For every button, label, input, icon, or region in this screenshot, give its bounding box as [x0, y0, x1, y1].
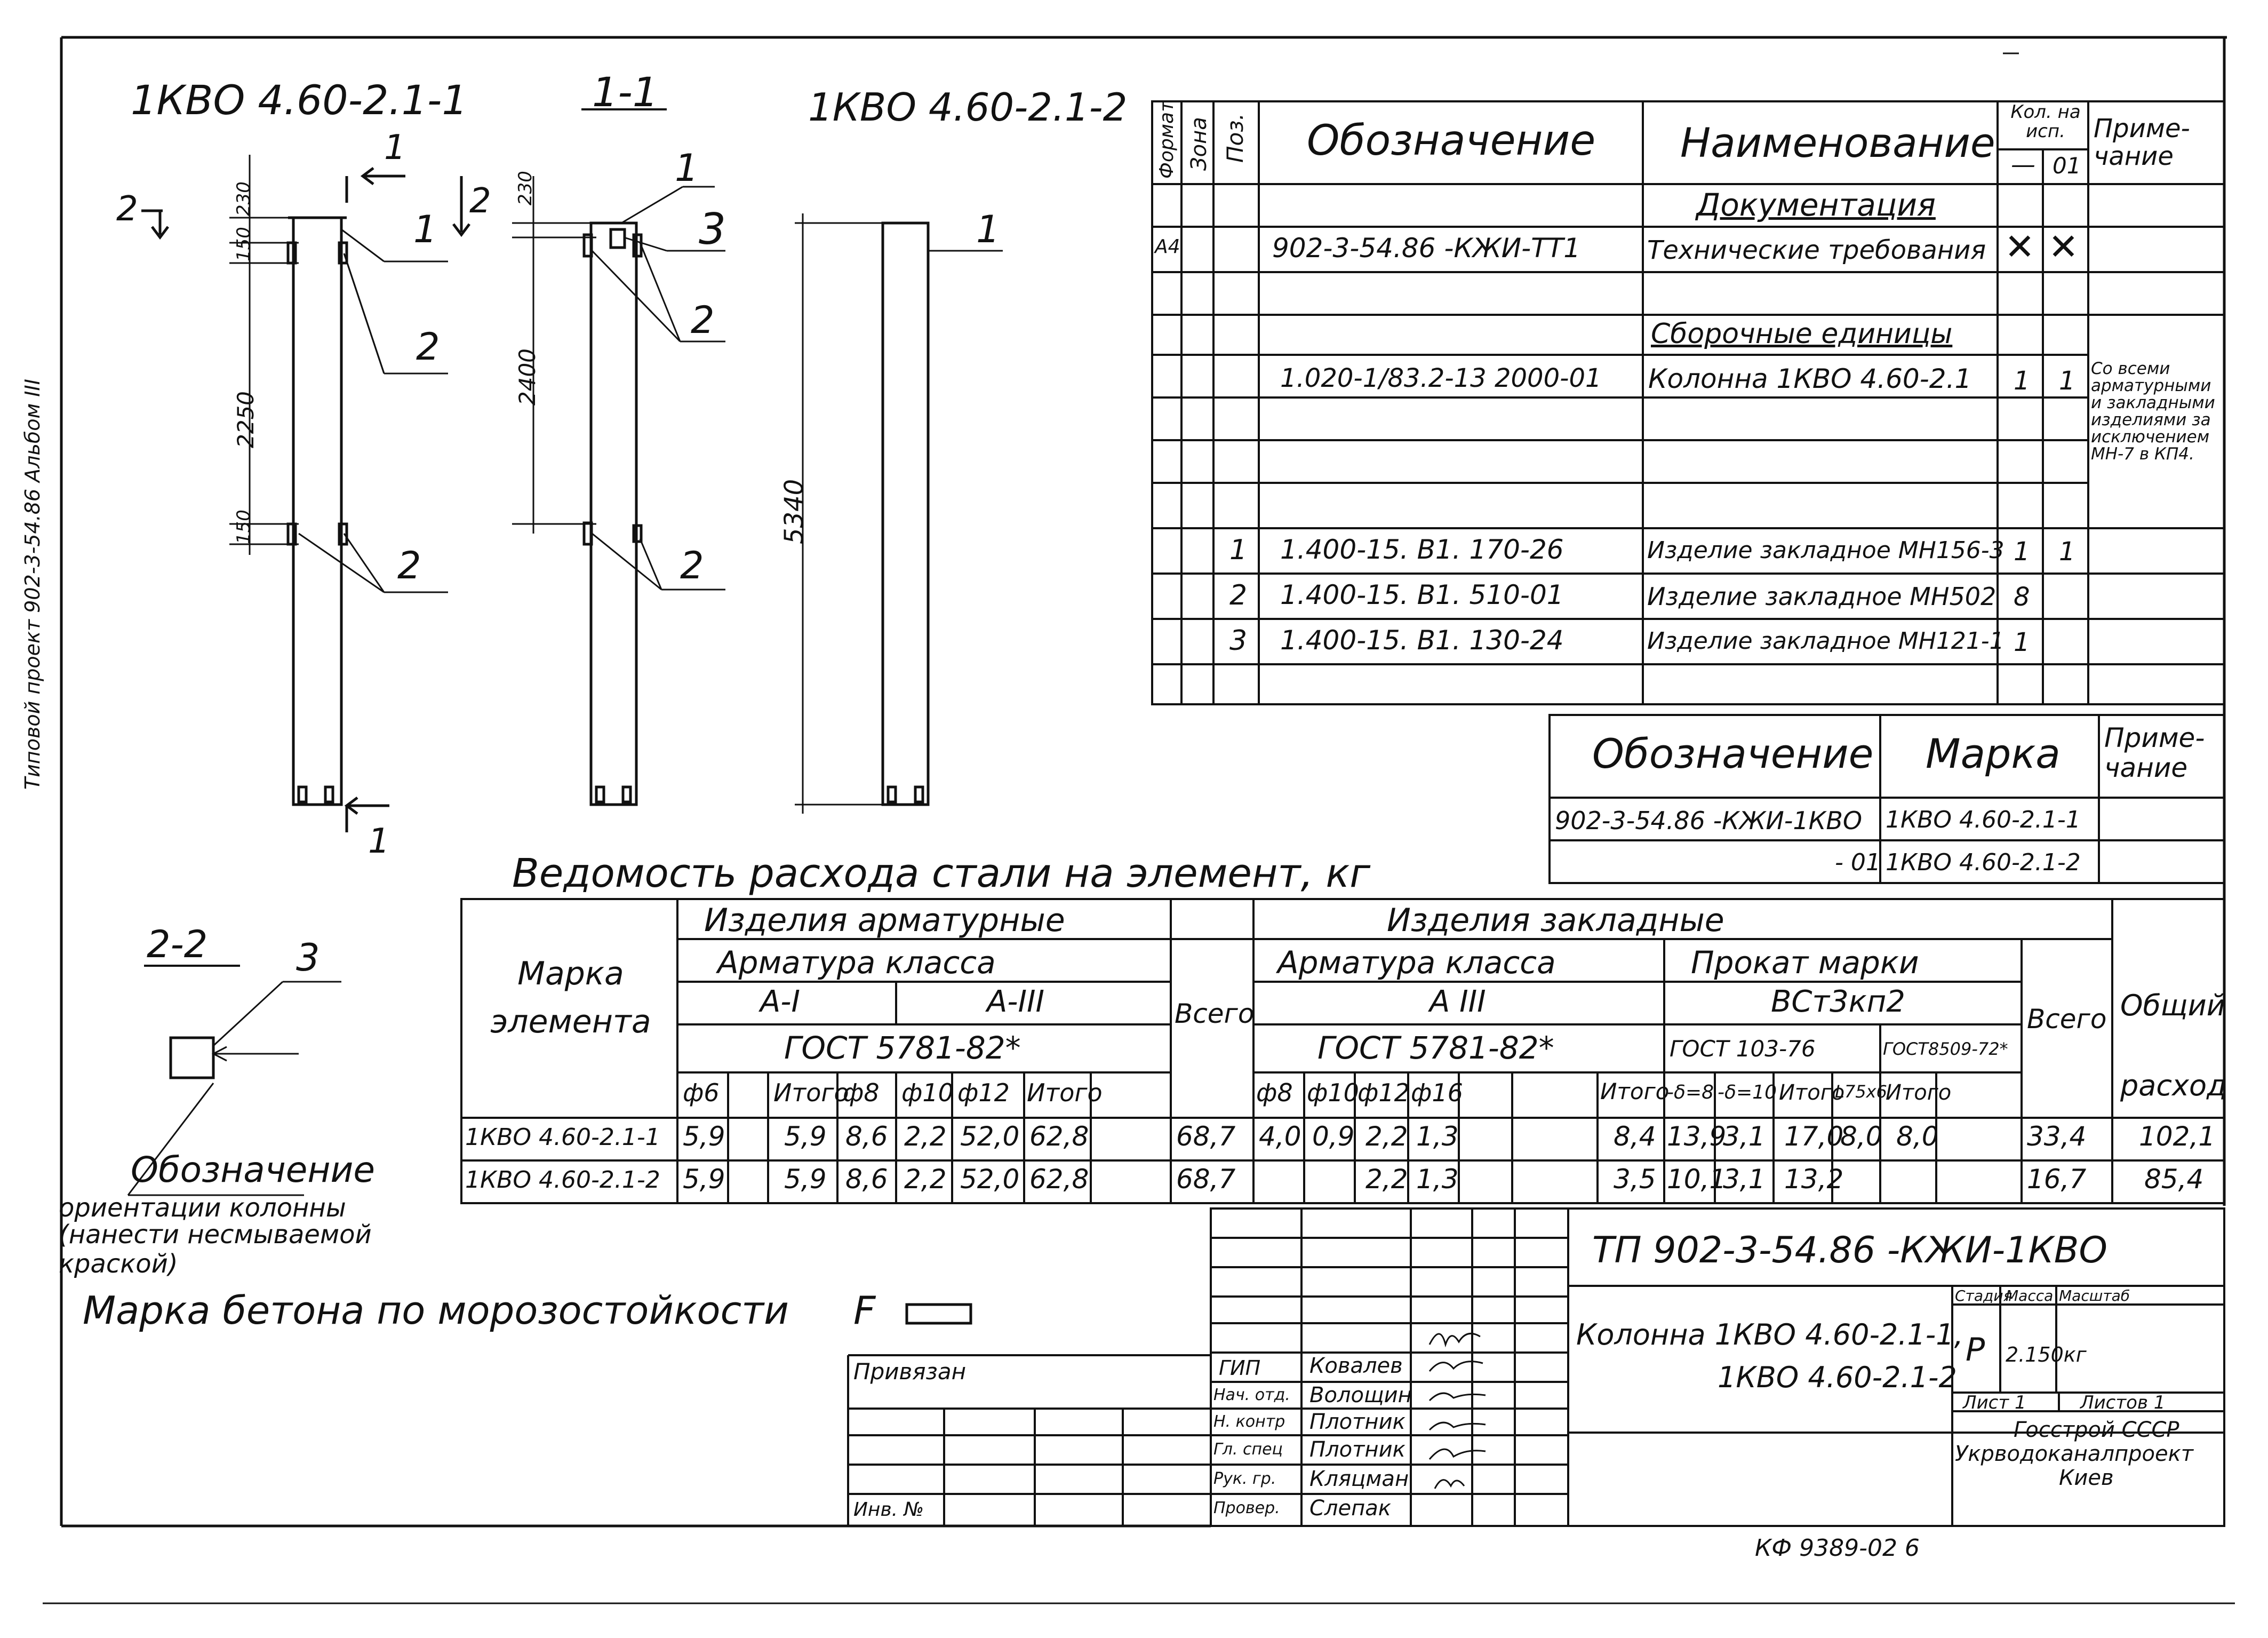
- spec-row-1-format: А4: [1155, 236, 1180, 258]
- cut-mark-1-bottom: 1: [368, 822, 390, 861]
- steel-row-1-v0: 5,9: [683, 1164, 725, 1195]
- title-scale-label: Масштаб: [2059, 1287, 2130, 1305]
- title-mass-label: Масса: [2006, 1287, 2054, 1305]
- spec-header-qty-dash: —: [2011, 150, 2035, 179]
- steel-row-0-mark: 1КВО 4.60-2.1-1: [465, 1124, 660, 1151]
- steel-row-1-v15: 3,1: [1723, 1164, 1766, 1195]
- steel-sub-16: L75х6: [1835, 1082, 1887, 1102]
- spec-row-3-note: Со всеми арматурными и закладными изделиями за исключением МН-7 в КП4.: [2091, 359, 2215, 464]
- person-2-role: Н. контр: [1213, 1412, 1285, 1431]
- mark-header-note: Приме-чание: [2104, 722, 2205, 783]
- person-3-name: Плотник: [1309, 1437, 1405, 1462]
- spec-row-1-q2: ✕: [2048, 226, 2079, 268]
- steel-sub-12: Итого: [1600, 1078, 1670, 1104]
- steel-sub-17: Итого: [1886, 1080, 1952, 1105]
- spec-row-4-name: Изделие закладное МН156-3: [1647, 537, 2005, 564]
- person-0-role: ГИП: [1219, 1356, 1261, 1380]
- spec-header-zone: Зона: [1187, 117, 1211, 171]
- spec-header-name: Наименование: [1680, 119, 1995, 166]
- steel-row-0-v4: 2,2: [904, 1121, 947, 1152]
- spec-header-format: Формат: [1156, 100, 1178, 179]
- spec-row-5-designation: 1.400-15. В1. 510-01: [1280, 579, 1564, 610]
- steel-row-1-v5: 52,0: [960, 1164, 1020, 1195]
- person-1-role: Нач. отд.: [1213, 1386, 1290, 1404]
- title-sheets: Листов 1: [2080, 1392, 2166, 1413]
- steel-row-0-v20: 102,1: [2139, 1121, 2216, 1152]
- leader-1-view2: 1: [976, 208, 1000, 251]
- leader-2-section-top: 2: [691, 298, 715, 342]
- orientation-note-3: краской): [59, 1249, 178, 1279]
- steel-header-gost2: ГОСТ 5781-82*: [1317, 1030, 1554, 1066]
- side-stamp: Типовой проект 902-3-54.86 Альбом III: [21, 379, 44, 790]
- title-code: ТП 902-3-54.86 -КЖИ-1КВО: [1592, 1229, 2107, 1271]
- steel-sub-4: ф10: [901, 1078, 954, 1107]
- person-0-name: Ковалев: [1309, 1354, 1403, 1378]
- steel-header-mark: Марка элемента: [490, 955, 651, 1040]
- column-section-1-1: [512, 109, 725, 805]
- steel-row-1-v13: 3,5: [1614, 1164, 1656, 1195]
- spec-row-5-pos: 2: [1229, 579, 1248, 611]
- steel-row-1-v6: 62,8: [1029, 1164, 1089, 1195]
- spec-row-5-name: Изделие закладное МН502: [1647, 582, 1997, 611]
- steel-row-1-v10: 2,2: [1365, 1164, 1408, 1195]
- steel-header-gost4: ГОСТ8509-72*: [1883, 1039, 2008, 1059]
- spec-header-qty-01: 01: [2053, 153, 2081, 179]
- steel-row-0-v8: 4,0: [1259, 1121, 1301, 1152]
- steel-row-1-v4: 2,2: [904, 1164, 947, 1195]
- title-inv: Инв. №: [853, 1499, 924, 1521]
- steel-row-0-v19: 33,4: [2027, 1121, 2087, 1152]
- frost-label: Марка бетона по морозостойкости: [83, 1288, 789, 1333]
- steel-sub-7: ф8: [1256, 1078, 1293, 1107]
- leader-3-section: 3: [699, 204, 726, 254]
- person-5-role: Провер.: [1213, 1499, 1280, 1517]
- steel-header-grand: Общий расход: [2120, 989, 2227, 1102]
- leader-1-view1: 1: [413, 208, 437, 251]
- steel-row-0-v15: 3,1: [1723, 1121, 1766, 1152]
- spec-row-4-q1: 1: [2014, 537, 2030, 567]
- title-stage-label: Стадия: [1955, 1287, 2013, 1305]
- spec-row-6-q1: 1: [2014, 627, 2030, 657]
- steel-sub-6: Итого: [1027, 1078, 1103, 1107]
- spec-row-2-name: Сборочные единицы: [1651, 318, 1953, 350]
- title-sheet: Лист 1: [1963, 1392, 2026, 1413]
- section-2-2-leader: 3: [296, 936, 320, 980]
- mark-header-mark: Марка: [1926, 730, 2061, 777]
- steel-sub-2: Итого: [773, 1078, 849, 1107]
- person-3-role: Гл. спец: [1213, 1440, 1283, 1459]
- column-view-1: [141, 155, 469, 832]
- spec-row-0-name: Документация: [1696, 187, 1936, 223]
- steel-sub-3: ф8: [843, 1078, 880, 1107]
- person-2-name: Плотник: [1309, 1410, 1405, 1434]
- steel-header-gost3: ГОСТ 103-76: [1670, 1036, 1816, 1062]
- spec-row-5-q1: 8: [2014, 582, 2030, 612]
- title-stage: Р: [1966, 1331, 1985, 1369]
- view2-title: 1КВО 4.60-2.1-2: [808, 85, 1128, 130]
- steel-header-reinf-class: Арматура класса: [717, 944, 996, 981]
- dim-2250-view1: 2250: [233, 391, 259, 448]
- spec-row-1-q1: ✕: [2005, 226, 2035, 268]
- spec-row-3-q2: 1: [2059, 366, 2075, 396]
- dim-150-view1-top: 150: [233, 227, 254, 261]
- orientation-caption: Обозначение: [131, 1149, 375, 1190]
- mark-row-1-mark: 1КВО 4.60-2.1-2: [1886, 849, 2081, 876]
- steel-row-0-v5: 52,0: [960, 1121, 1020, 1152]
- steel-row-1-v20: 85,4: [2144, 1164, 2204, 1195]
- spec-table-grid: [1152, 101, 2224, 704]
- person-5-name: Слепак: [1309, 1496, 1391, 1521]
- steel-row-1-v16: 13,2: [1784, 1164, 1844, 1195]
- steel-row-0-v9: 0,9: [1312, 1121, 1355, 1152]
- cut-mark-2-left: 2: [116, 189, 138, 229]
- title-org-2: Укрводоканалпроект: [1955, 1442, 2194, 1466]
- steel-header-total: Всего: [1175, 998, 1255, 1029]
- steel-row-1-mark: 1КВО 4.60-2.1-2: [465, 1166, 660, 1194]
- spec-row-1-name: Технические требования: [1647, 235, 1986, 265]
- section-2-2-title: 2-2: [147, 923, 208, 966]
- steel-header-reinf-products: Изделия арматурные: [704, 902, 1065, 939]
- spec-row-6-pos: 3: [1229, 625, 1248, 657]
- person-4-name: Кляцман: [1309, 1467, 1409, 1491]
- spec-header-designation: Обозначение: [1307, 117, 1596, 165]
- mark-row-0-mark: 1КВО 4.60-2.1-1: [1886, 806, 2081, 833]
- mark-row-1-designation: - 01: [1835, 849, 1881, 876]
- steel-row-0-v7: 68,7: [1176, 1121, 1236, 1152]
- steel-sub-5: ф12: [957, 1078, 1010, 1107]
- steel-row-1-v11: 1,3: [1416, 1164, 1459, 1195]
- cut-mark-2-top: 2: [469, 181, 491, 221]
- orientation-note-1: ориентации колонны: [59, 1193, 346, 1223]
- leader-1-section: 1: [675, 146, 699, 190]
- orientation-note-2: (нанести несмываемой: [59, 1220, 372, 1250]
- leader-2-section-bottom: 2: [680, 544, 704, 587]
- spec-row-6-designation: 1.400-15. В1. 130-24: [1280, 625, 1564, 656]
- person-1-name: Волощин: [1309, 1383, 1412, 1408]
- title-mass: 2.150кг: [2006, 1343, 2087, 1366]
- steel-row-0-v0: 5,9: [683, 1121, 725, 1152]
- mark-row-0-designation: 902-3-54.86 -КЖИ-1КВО: [1555, 806, 1863, 835]
- spec-row-3-designation: 1.020-1/83.2-13 2000-01: [1280, 363, 1602, 393]
- dim-230-view1: 230: [233, 181, 254, 216]
- steel-table-title: Ведомость расхода стали на элемент, кг: [512, 850, 1371, 896]
- steel-header-embedded: Изделия закладные: [1387, 902, 1724, 939]
- dim-5340-view2: 5340: [779, 479, 809, 544]
- view1-title: 1КВО 4.60-2.1-1: [131, 76, 468, 124]
- dim-230-section: 230: [515, 171, 536, 205]
- title-linked: Привязан: [853, 1358, 967, 1385]
- steel-row-0-v14: 13,9: [1667, 1121, 1727, 1152]
- steel-row-0-v11: 1,3: [1416, 1121, 1459, 1152]
- steel-row-0-v6: 62,8: [1029, 1121, 1089, 1152]
- steel-row-0-v16: 17,0: [1784, 1121, 1844, 1152]
- steel-header-reinf-class2: Арматура класса: [1277, 944, 1556, 981]
- steel-row-0-v10: 2,2: [1365, 1121, 1408, 1152]
- steel-row-1-v19: 16,7: [2027, 1164, 2087, 1195]
- steel-sub-10: ф16: [1411, 1078, 1463, 1107]
- spec-row-3-q1: 1: [2014, 366, 2030, 396]
- spec-row-4-pos: 1: [1229, 534, 1248, 566]
- steel-sub-14: -δ=10: [1718, 1082, 1777, 1103]
- title-name-line1: Колонна 1КВО 4.60-2.1-1,: [1576, 1318, 1963, 1351]
- footer-code: КФ 9389-02 6: [1755, 1534, 1920, 1562]
- steel-header-vst: ВСт3кп2: [1771, 984, 1905, 1019]
- steel-row-1-v2: 5,9: [784, 1164, 827, 1195]
- steel-row-1-v14: 10,1: [1667, 1164, 1727, 1195]
- steel-sub-8: ф10: [1307, 1078, 1359, 1107]
- spec-row-6-name: Изделие закладное МН121-1: [1647, 627, 2005, 655]
- spec-header-qty: Кол. на исп.: [2010, 101, 2081, 142]
- frost-value: F: [853, 1288, 876, 1333]
- steel-sub-13: -δ=8: [1667, 1082, 1714, 1103]
- spec-row-3-name: Колонна 1КВО 4.60-2.1: [1648, 363, 1972, 394]
- steel-header-a3: А-III: [987, 984, 1045, 1019]
- steel-sub-15: Итого: [1779, 1080, 1845, 1105]
- steel-row-0-v17: 8,0: [1840, 1121, 1883, 1152]
- dim-2400-section: 2400: [514, 348, 540, 405]
- cut-mark-1-top: 1: [384, 128, 406, 168]
- steel-row-1-v3: 8,6: [845, 1164, 888, 1195]
- steel-row-0-v2: 5,9: [784, 1121, 827, 1152]
- spec-header-note: Приме-чание: [2094, 114, 2190, 171]
- steel-header-gost1: ГОСТ 5781-82*: [784, 1030, 1021, 1066]
- title-org-3: Киев: [2059, 1466, 2114, 1490]
- dim-150-view1-bottom: 150: [233, 510, 254, 544]
- mark-header-designation: Обозначение: [1592, 730, 1874, 777]
- steel-header-a3b: А III: [1430, 984, 1486, 1019]
- steel-sub-9: ф12: [1357, 1078, 1410, 1107]
- spec-row-1-designation: 902-3-54.86 -КЖИ-ТТ1: [1272, 233, 1581, 264]
- spec-header-pos: Поз.: [1222, 113, 1248, 163]
- steel-row-0-v18: 8,0: [1896, 1121, 1939, 1152]
- steel-sub-0: ф6: [683, 1078, 720, 1107]
- steel-row-0-v3: 8,6: [845, 1121, 888, 1152]
- steel-header-rolled: Прокат марки: [1691, 944, 1919, 981]
- steel-row-0-v13: 8,4: [1614, 1121, 1656, 1152]
- leader-2-view1-bottom: 2: [397, 544, 421, 587]
- title-org-1: Госстрой СССР: [2014, 1418, 2179, 1442]
- title-name-line2: 1КВО 4.60-2.1-2: [1718, 1361, 1957, 1394]
- spec-row-4-designation: 1.400-15. В1. 170-26: [1280, 534, 1564, 565]
- steel-header-total2: Всего: [2027, 1004, 2107, 1035]
- steel-row-1-v7: 68,7: [1176, 1164, 1236, 1195]
- leader-2-view1-top: 2: [416, 325, 440, 369]
- spec-row-4-q2: 1: [2059, 537, 2075, 567]
- steel-header-a1: А-I: [760, 984, 801, 1019]
- section-1-1-title: 1-1: [592, 68, 659, 116]
- person-4-role: Рук. гр.: [1213, 1469, 1276, 1488]
- column-view-2: [795, 208, 1003, 814]
